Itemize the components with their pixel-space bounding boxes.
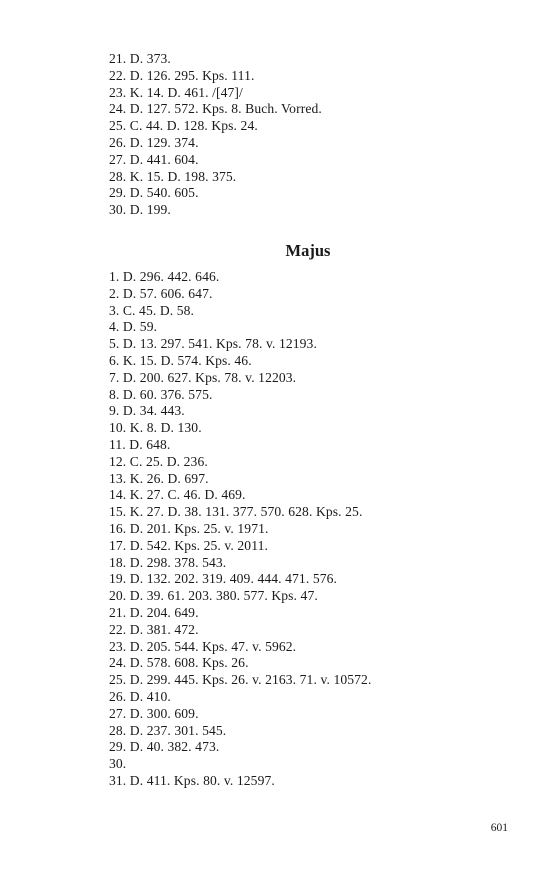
list-item: 22. D. 126. 295. Kps. 111. xyxy=(109,67,255,83)
list-item: 18. D. 298. 378. 543. xyxy=(109,554,227,570)
list-item: 1. D. 296. 442. 646. xyxy=(109,269,220,284)
list-item: 2. D. 57. 606. 647. xyxy=(109,285,213,301)
list-item: 21. D. 373. xyxy=(109,51,171,66)
list-item: 9. D. 34. 443. xyxy=(109,403,185,419)
page-number: 601 xyxy=(490,822,508,834)
list-item: 3. C. 45. D. 58. xyxy=(109,302,195,318)
list-item: 15. K. 27. D. 38. 131. 377. 570. 628. Kps. 25. xyxy=(109,504,363,520)
entry-list-previous-month xyxy=(109,51,322,219)
list-item: 13. K. 26. D. 697. xyxy=(109,470,209,486)
list-item: 11. D. 648. xyxy=(109,436,171,452)
list-item: 20. D. 39. 61. 203. 380. 577. Kps. 47. xyxy=(109,588,318,604)
list-item: 21. D. 204. 649. xyxy=(109,604,199,620)
list-item: 31. D. 411. Kps. 80. v. 12597. xyxy=(109,772,275,788)
list-item: 5. D. 13. 297. 541. Kps. 78. v. 12193. xyxy=(109,336,317,352)
list-item: 30. D. 199. xyxy=(109,202,171,218)
section-heading: Majus xyxy=(285,241,331,260)
list-item: 16. D. 201. Kps. 25. v. 1971. xyxy=(109,520,269,536)
list-item: 29. D. 540. 605. xyxy=(109,185,199,201)
list-item: 17. D. 542. Kps. 25. v. 2011. xyxy=(109,537,268,553)
list-item: 7. D. 200. 627. Kps. 78. v. 12203. xyxy=(109,369,297,385)
list-item: 8. D. 60. 376. 575. xyxy=(109,386,213,402)
list-item: 23. K. 14. D. 461. /[47]/ xyxy=(109,84,243,100)
list-item: 10. K. 8. D. 130. xyxy=(109,420,202,436)
list-item: 12. C. 25. D. 236. xyxy=(109,453,208,469)
list-item: 14. K. 27. C. 46. D. 469. xyxy=(109,487,246,503)
list-item: 22. D. 381. 472. xyxy=(109,621,199,637)
list-item: 4. D. 59. xyxy=(109,319,158,335)
list-item: 25. D. 299. 445. Kps. 26. v. 2163. 71. v. 10572. xyxy=(109,672,372,688)
entry-list-majus xyxy=(109,269,371,790)
list-item: 24. D. 127. 572. Kps. 8. Buch. Vorred. xyxy=(109,101,322,117)
list-item: 19. D. 132. 202. 319. 409. 444. 471. 576. xyxy=(109,571,338,587)
list-item: 25. C. 44. D. 128. Kps. 24. xyxy=(109,118,258,134)
list-item: 29. D. 40. 382. 473. xyxy=(109,739,220,755)
list-item: 30. xyxy=(109,756,127,772)
list-item: 28. D. 237. 301. 545. xyxy=(109,722,227,738)
list-item: 26. D. 410. xyxy=(109,688,171,704)
list-item: 23. D. 205. 544. Kps. 47. v. 5962. xyxy=(109,638,297,654)
list-item: 6. K. 15. D. 574. Kps. 46. xyxy=(109,352,252,368)
list-item: 27. D. 300. 609. xyxy=(109,705,199,721)
list-item: 26. D. 129. 374. xyxy=(109,134,199,150)
list-item: 28. K. 15. D. 198. 375. xyxy=(109,168,237,184)
list-item: 27. D. 441. 604. xyxy=(109,151,199,167)
list-item: 24. D. 578. 608. Kps. 26. xyxy=(109,655,249,671)
